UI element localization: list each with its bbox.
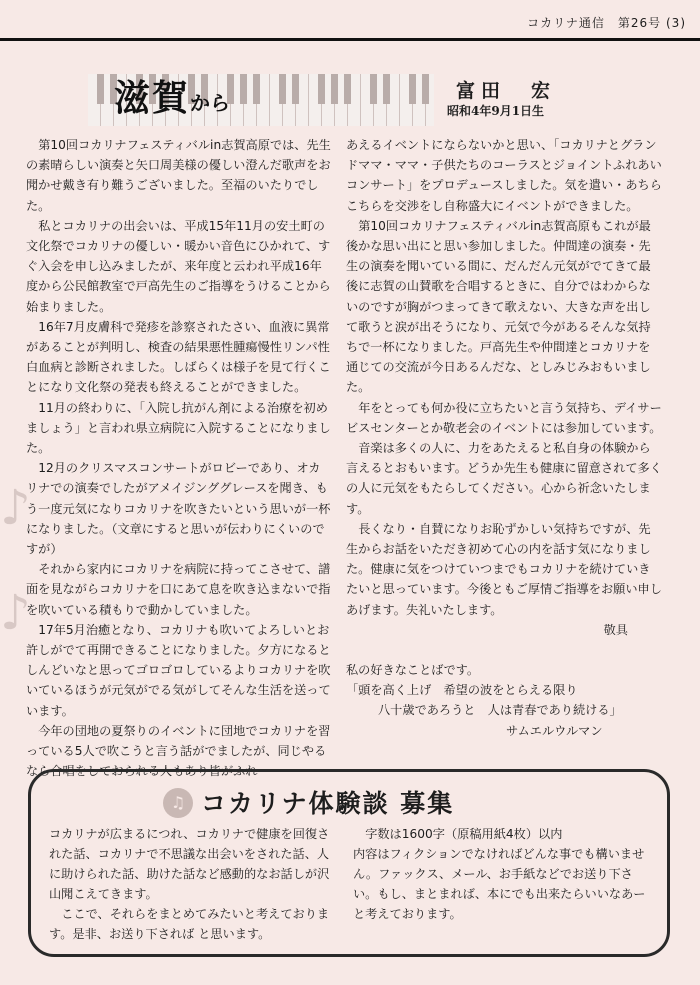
article-paragraph: 11月の終わりに、「入院し抗がん剤による治療を初めましょう」と言われ県立病院に入院することになりました。 bbox=[26, 400, 331, 456]
recruit-paragraph: 内容はフィクションでなければどんな事でも構いません。ファックス、メール、お手紙などでお送り下さい。もし、まとまれば、本にでも出来たらいいなあーと考えております。 bbox=[353, 847, 646, 921]
article-title-main: 滋賀 bbox=[114, 77, 191, 119]
article-paragraph: 私とコカリナの出会いは、平成15年11月の安土町の文化祭でコカリナの優しい・暖かい音色にひかれて、すぐ入会を申し込みましたが、来年度と云われ平成16年度から公民館教室で戸高先生のご指導をうけることから始まりました。 bbox=[26, 218, 331, 314]
author-birthdate: 昭和4年9月1日生 bbox=[447, 104, 545, 118]
article-paragraph: 第10回コカリナフェスティバルin志賀高原では、先生の素晴らしい演奏と矢口周美様の優しい澄んだ歌声をお聞かせ戴き有り難うございました。至福のいたりでした。 bbox=[26, 138, 331, 213]
header-page-info: コカリナ通信 第26号 (3) bbox=[527, 16, 686, 30]
article-paragraph: あえるイベントにならないかと思い、「コカリナとグランドママ・ママ・子供たちのコーラスとジョイントふれあいコンサート」をプロデュースしました。気を遣い・あちらこちらを交渉をし自称盛大にイベントができました。 bbox=[346, 138, 662, 213]
recruit-box-title: コカリナ体験談 募集 bbox=[201, 789, 455, 818]
article-right-column bbox=[346, 135, 662, 741]
piano-black-key bbox=[344, 74, 351, 104]
music-note-icon: ♪ bbox=[0, 480, 31, 536]
article-paragraph: 12月のクリスマスコンサートがロビーであり、オカリナでの演奏でしたがアメイジンググレースを聞き、もう一度元気になりコカリナを吹きたいという思いが一杯になりました。（文章にすると思いが伝わりにくいのですが） bbox=[26, 461, 331, 557]
article-paragraph: それから家内にコカリナを病院に持ってこさせて、譜面を見ながらコカリナを口にあて息を吹き込まないで指を吹いている積もりで動かしていました。 bbox=[26, 562, 331, 617]
recruit-paragraph: ここで、それらをまとめてみたいと考えております。是非、お送り下されば と思います。 bbox=[49, 907, 330, 941]
quote-author: サムエルウルマン bbox=[506, 723, 603, 738]
piano-black-key bbox=[292, 74, 299, 104]
recruit-box-left bbox=[49, 824, 339, 944]
author-name: 富田 宏 bbox=[456, 80, 557, 102]
article-paragraph: 今年の団地の夏祭りのイベントに団地でコカリナを習っている5人で吹こうと言う話がでましたが、同じやるなら合唱をしておられる人もあり皆がふれ bbox=[26, 723, 331, 779]
article-paragraph: 17年5月治癒となり、コカリナも吹いてよろしいとお許しがでて再開できることになりました。夕方になるとしんどいなと思ってゴロゴロしているよりコカリナを吹いているほうが元気がでる気がしてそんな生活を送っています。 bbox=[26, 622, 331, 718]
header-rule bbox=[0, 38, 700, 41]
piano-black-key bbox=[253, 74, 260, 104]
piano-black-key bbox=[318, 74, 325, 104]
article-paragraph: 第10回コカリナフェスティバルin志賀高原もこれが最後かな思い出にと思い参加しました。仲間達の演奏・先生の演奏を聞いている間に、だんだん元気がでてきて最後に志賀の山賛歌を合唱するときに、自分ではわからないのですが胸がつまってきて歌えない、大きな声を出して歌うと涙が出そうになり、元気で今があるそんな気持ちで一杯になりました。戸高先生や仲間達とコカリナを通じての交流が今日あるんだな、としみじみおもいました。 bbox=[346, 218, 651, 395]
recruit-word-limit: 字数は1600字（原稿用紙4枚）以内 bbox=[365, 827, 563, 841]
article-left-column bbox=[26, 135, 332, 782]
favorite-words-intro: 私の好きなことばです。 bbox=[346, 663, 480, 678]
article-title-suffix: から bbox=[190, 91, 231, 115]
piano-black-key bbox=[422, 74, 429, 104]
quote-line: 「頭を高く上げ 希望の波をとらえる限り bbox=[346, 683, 578, 698]
article-title bbox=[114, 70, 230, 121]
kokarina-emblem-icon: ♫ bbox=[163, 788, 193, 818]
piano-black-key bbox=[279, 74, 286, 104]
piano-black-key bbox=[383, 74, 390, 104]
piano-black-key bbox=[331, 74, 338, 104]
article-paragraph: 16年7月皮膚科で発疹を診察されたさい、血液に異常があることが判明し、検査の結果悪性腫瘍慢性リンパ性白血病と診断されました。しばらくは様子を見て行くことになり文化祭の発表も終えることができました。 bbox=[26, 319, 331, 395]
recruit-box-right bbox=[353, 824, 653, 924]
article-paragraph: 音楽は多くの人に、力をあたえると私自身の体験から言えるとおもいます。どうか先生も健康に留意されて多くの人に元気をもたらしてください。心から祈念いたします。 bbox=[346, 441, 662, 516]
quote-line: 八十歳であろうと 人は青春であり続ける」 bbox=[378, 703, 622, 718]
signoff: 敬具 bbox=[603, 622, 628, 637]
piano-black-key bbox=[240, 74, 247, 104]
music-note-icon: ♪ bbox=[0, 585, 31, 641]
piano-black-key bbox=[370, 74, 377, 104]
recruit-box bbox=[28, 769, 670, 957]
piano-black-key bbox=[97, 74, 104, 104]
piano-black-key bbox=[409, 74, 416, 104]
article-paragraph: 年をとっても何か役に立ちたいと言う気持ち、デイサービスセンターとか敬老会のイベントには参加しています。 bbox=[346, 400, 662, 435]
recruit-paragraph: コカリナが広まるにつれ、コカリナで健康を回復された話、コカリナで不思議な出会いをされた話、人に助けられた話、助けた話など感動的なお話しが沢山聞こえてきます。 bbox=[49, 827, 330, 901]
article-paragraph: 長くなり・自賛になりお恥ずかしい気持ちですが、先生からお話をいただき初めて心の内を話す気になりました。健康に気をつけていつまでもコカリナを続けていきたいと思っています。今後ともご厚情ご指導をお願い申しあげます。失礼いたします。 bbox=[346, 521, 662, 617]
